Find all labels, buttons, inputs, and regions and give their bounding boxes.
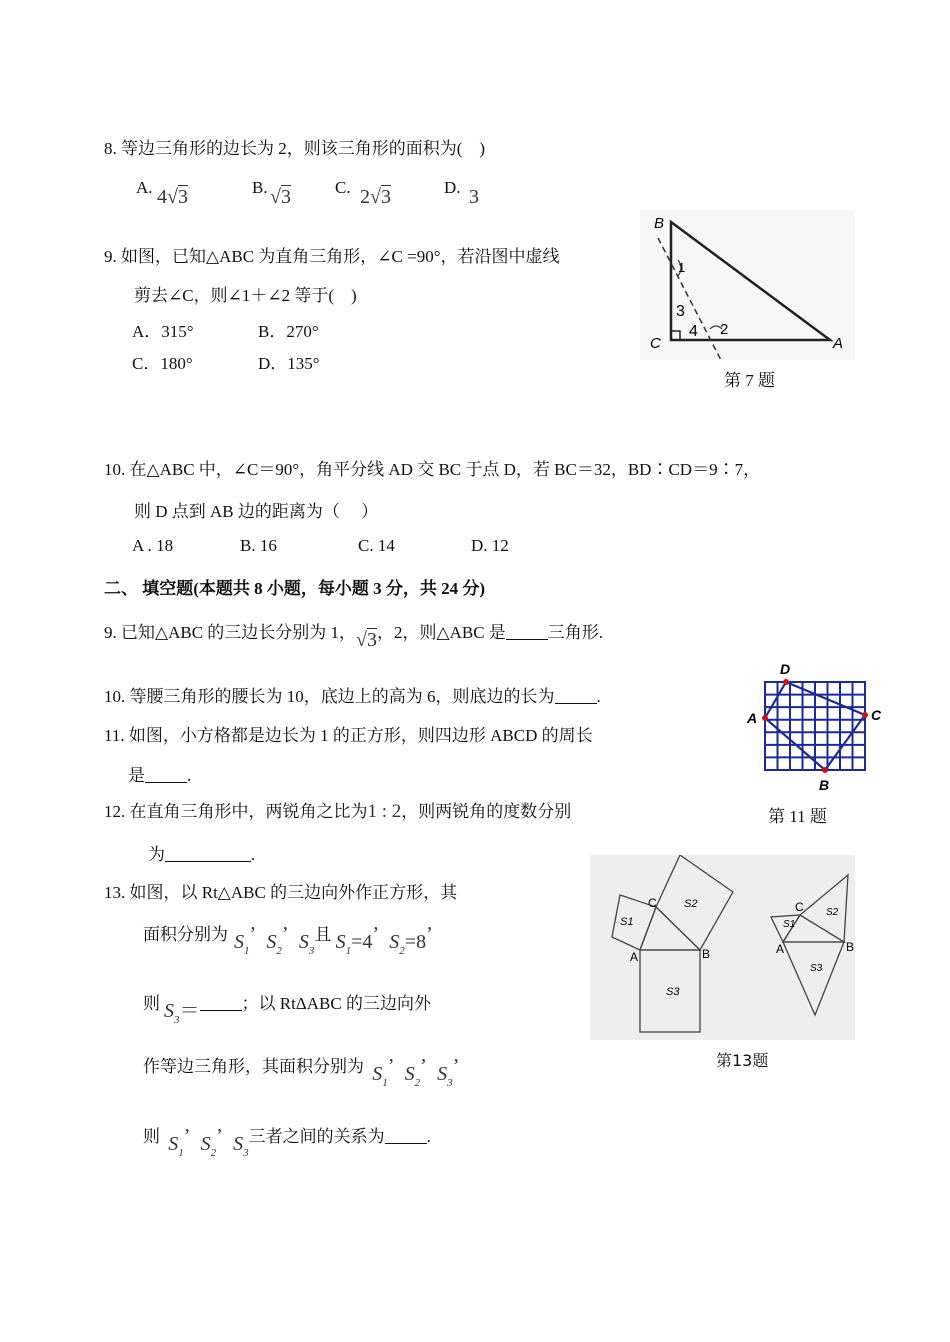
figure13-caption: 第13题 <box>716 1051 769 1070</box>
q9-option-c: C．180° <box>132 354 193 373</box>
q9-line2: 剪去∠C，则∠1＋∠2 等于( ) <box>134 286 357 305</box>
fill13-line5: 则 $S_1$’ $S_2$’ $S_3$三者之间的关系为 . <box>143 1125 431 1159</box>
fill12-line1: 12. 在直角三角形中，两锐角之比为1 : 2，则两锐角的度数分别 <box>104 801 572 822</box>
fig13-right-s1: S1 <box>783 919 796 930</box>
fig13-left-a: A <box>630 950 639 964</box>
q8-option-a: A. <box>136 178 153 197</box>
q10-option-c: C. 14 <box>358 536 395 555</box>
fig7-angle-3: 3 <box>676 303 685 320</box>
q9-option-d: D．135° <box>258 354 320 373</box>
fill11-blank <box>145 766 187 783</box>
fig13-left-s2: S2 <box>684 898 698 910</box>
q8-option-d: D. <box>444 178 461 197</box>
q9-option-b: B．270° <box>258 322 319 341</box>
section-title: 二、 填空题(本题共 8 小题，每小题 3 分，共 24 分) <box>104 579 486 598</box>
fig7-label-b: B <box>654 215 665 232</box>
fill11-line1: 11. 如图，小方格都是边长为 1 的正方形，则四边形 ABCD 的周长 <box>104 726 593 745</box>
fill9-blank <box>506 623 548 640</box>
fill13-blank-1 <box>200 994 242 1011</box>
figure-pythagoras-shapes <box>590 855 855 1040</box>
q10-option-a: A . 18 <box>132 536 174 555</box>
fig13-left-s1: S1 <box>620 916 634 928</box>
fill13-line1: 13. 如图，以 Rt△ABC 的三边向外作正方形，其 <box>104 883 458 902</box>
q8-option-b-value: √3 <box>270 186 291 208</box>
q8-option-a-value: 4√3 <box>157 186 188 208</box>
fig11-label-a: A <box>747 710 758 726</box>
q8-stem: 8. 等边三角形的边长为 2，则该三角形的面积为( ) <box>104 139 486 158</box>
fill13-line4: 作等边三角形，其面积分别为 $S_1$’ $S_2$’ $S_3$’ <box>143 1055 460 1089</box>
figure7-caption: 第 7 题 <box>724 371 775 390</box>
fig11-label-d: D <box>780 661 791 677</box>
fig13-right-b: B <box>846 940 855 954</box>
fill13-line2: 面积分别为 $S_1$’ $S_2$’ $S_3$且 $S_1=4$’ $S_2=8$’ <box>143 923 433 957</box>
q10-line2: 则 D 点到 AB 边的距离为（ ） <box>134 502 379 521</box>
fill10: 10. 等腰三角形的腰长为 10，底边上的高为 6，则底边的长为 . <box>104 687 601 706</box>
figure-right-triangle <box>640 210 855 360</box>
q8-option-b: B. <box>252 178 268 197</box>
q8-option-c-value: 2√3 <box>360 186 391 208</box>
fig7-angle-4: 4 <box>689 323 698 340</box>
fig13-left-b: B <box>702 947 711 961</box>
fill9: 9. 已知△ABC 的三边长分别为 1，√3，2，则△ABC 是 三角形. <box>104 623 604 651</box>
fill11-line2: 是 . <box>128 766 192 785</box>
fig13-right-s2: S2 <box>826 907 839 918</box>
fill13-blank-2 <box>385 1127 427 1144</box>
fill12-blank <box>165 845 251 862</box>
q10-option-d: D. 12 <box>471 536 509 555</box>
q8-option-c: C. <box>335 178 351 197</box>
figure11-caption: 第 11 题 <box>768 807 827 826</box>
q8-option-d-value: 3 <box>469 186 479 208</box>
fill12-line2: 为 . <box>148 845 256 864</box>
q10-line1: 10. 在△ABC 中，∠C＝90°，角平分线 AD 交 BC 于点 D，若 BC＝32，BD∶CD＝9∶7， <box>104 460 761 479</box>
fill13-line3: 则 $S_3=$ ；以 RtΔABC 的三边向外 <box>143 994 431 1026</box>
fig11-label-c: C <box>871 707 882 723</box>
fig7-angle-2: 2 <box>720 321 729 338</box>
fig13-right-c: C <box>795 900 804 914</box>
fig13-right-a: A <box>776 942 785 956</box>
fig7-angle-1: 1 <box>678 260 686 275</box>
q9-line1: 9. 如图，已知△ABC 为直角三角形，∠C =90°，若沿图中虚线 <box>104 247 560 266</box>
fig7-label-a: A <box>833 335 844 352</box>
fig13-left-c: C <box>648 896 657 910</box>
fig13-right-s3: S3 <box>810 963 823 974</box>
q9-option-a: A．315° <box>132 322 194 341</box>
fig11-label-b: B <box>819 777 830 793</box>
fig7-label-c: C <box>650 335 661 352</box>
q10-option-b: B. 16 <box>240 536 277 555</box>
fill10-blank <box>555 687 597 704</box>
fig13-left-s3: S3 <box>666 986 680 998</box>
figure-grid-quadrilateral <box>740 658 890 798</box>
